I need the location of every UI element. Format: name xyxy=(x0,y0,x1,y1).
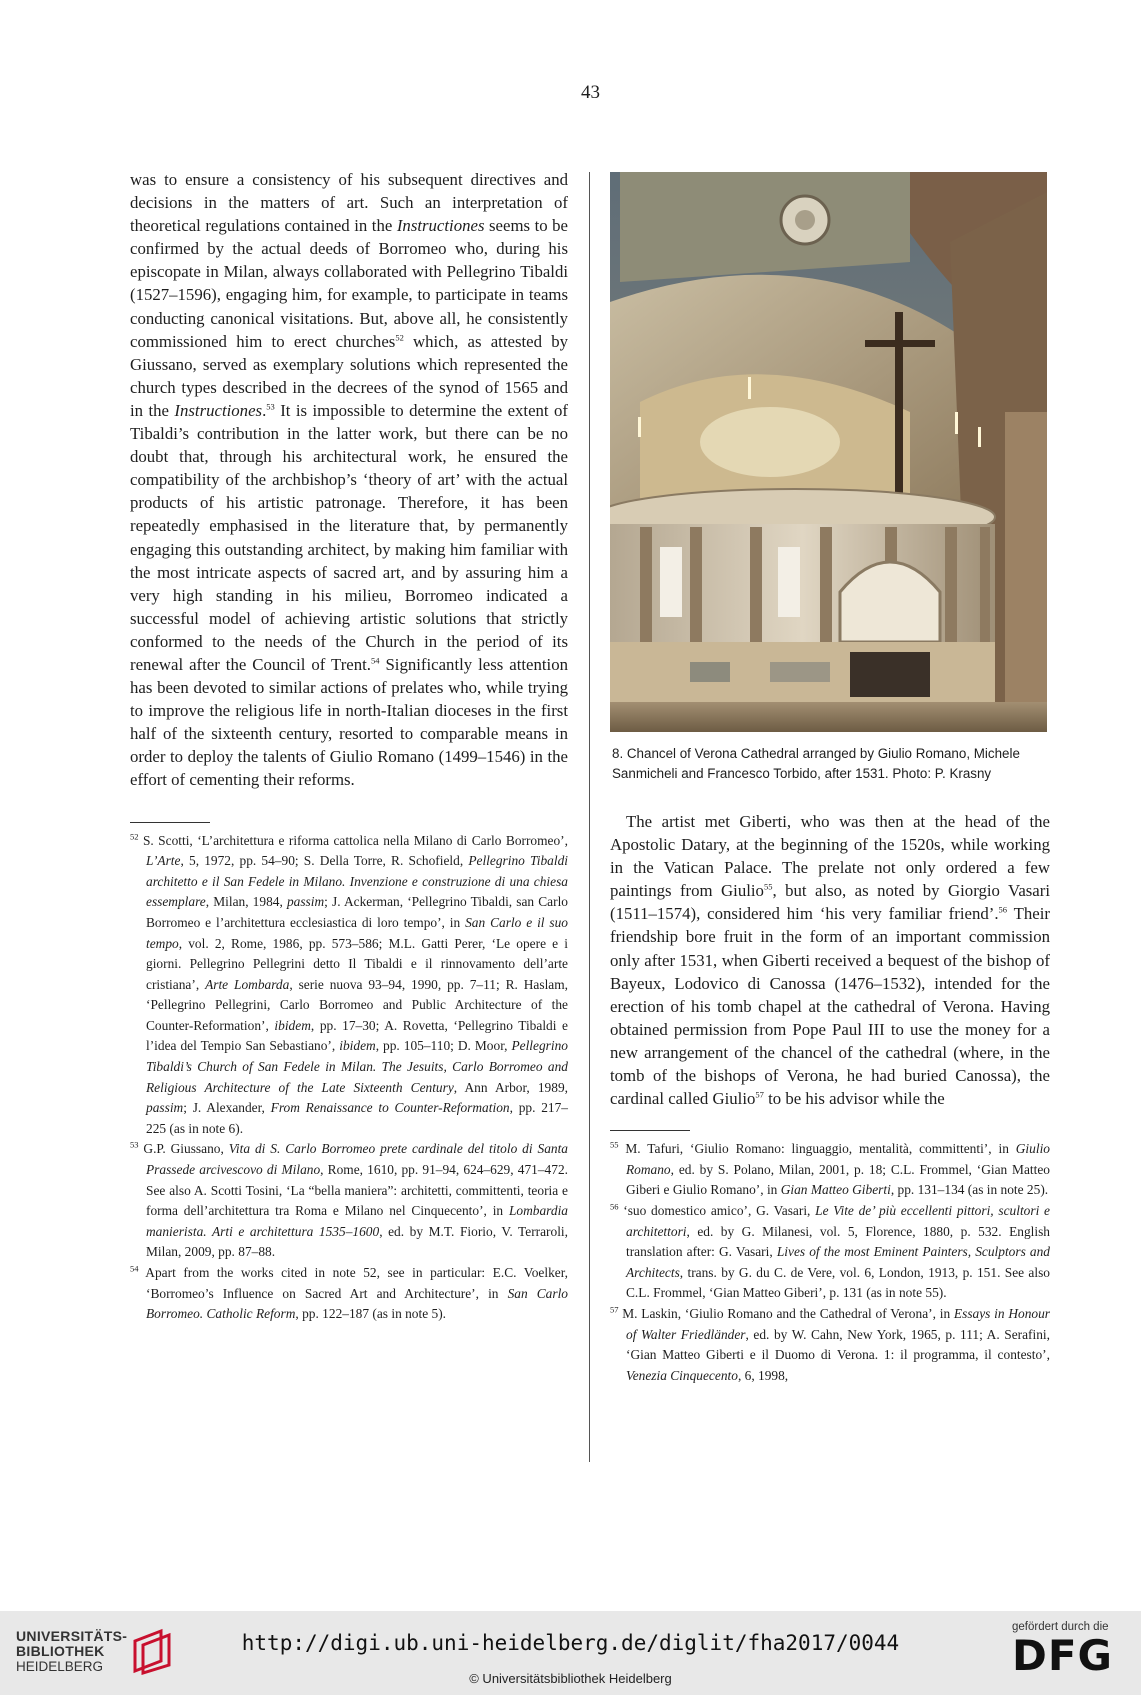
column-divider xyxy=(589,172,590,1462)
body-paragraph: was to ensure a consistency of his subsequent directives and decisions in the matters of art. Such an interpretation of theoretical regulations contained in the Instructiones seems to be confirmed by the actual deeds of Borromeo who, during his episcopate in Milan, always collaborated with Pellegrino Tibaldi (1527–1596), engaging him, for example, to participate in teams conducting canonical visitations. But, above all, he consistently commissioned him to erect churches$^{52}$ which, as attested by Giussano, served as exemplary solutions which represented the church types described in the decrees of the synod of 1565 and in the Instructiones.$^{53}$ It is impossible to determine the extent of Tibaldi’s contribution in the latter work, but there can be no doubt that, through his architectural work, he ensured the compatibility of the archbishop’s ‘theory of art’ with the actual products of his artistic patronage. Therefore, it has been repeatedly emphasised in the literature that, by permanently engaging this outstanding architect, by making him familiar with the most intricate aspects of sacred art, and by assuring him a very high standing in his milieu, Borromeo indicated a successful model of achieving artistic solutions that strictly conformed to the needs of the Church in the period of its renewal after the Council of Trent.$^{54}$ Significantly less attention has been devoted to similar actions of prelates who, while trying to improve the religious life in north-Italian dioceses in the first half of the sixteenth century, resorted to comparable means in order to deploy the talents of Giulio Romano (1499–1546) in the effort of cementing their reforms. xyxy=(130,170,568,790)
left-column xyxy=(130,168,568,1325)
dfg-logo[interactable]: gefördert durch die DFG xyxy=(1012,1621,1114,1680)
footnote-ref[interactable]: 57 xyxy=(755,1089,764,1100)
footnote-53: $^{53}$ G.P. Giussano, Vita di S. Carlo Borromeo prete cardinale del titolo di Santa Prassede arcivescovo di Milano, Rome, 1610, pp. 91–94, 624–629, 471–472. See also A. Scotti Tosini, ‘La “bella maniera”: architetti, committenti, teoria e forma dell’architettura tra Roma e Milano nel Cinquecento’, in Lombardia manierista. Arti e architettura 1535–1600, ed. by M.T. Fiorio, V. Terraroli, Milan, 2009, pp. 87–88. xyxy=(130,1139,569,1260)
right-column xyxy=(610,172,1050,1386)
floor xyxy=(610,702,1047,732)
digitization-footer xyxy=(0,1611,1141,1695)
footnote-ref[interactable]: 54 xyxy=(370,655,380,666)
crucifix-bar xyxy=(865,340,935,347)
footnote-ref[interactable]: 55 xyxy=(763,881,773,892)
figure-verona-chancel xyxy=(610,172,1047,732)
copyright-notice: © Universitätsbibliothek Heidelberg xyxy=(469,1671,672,1686)
footnote-56: $^{56}$ ‘suo domestico amico’, G. Vasari, Le Vite de’ più eccellenti pittori, scultori e architettori, ed. by G. Milanesi, vol. 5, Florence, 1880, p. 532. English translation after: G. Vasari, Lives of the most Eminent Painters, Sculptors and Architects, trans. by G. du C. de Vere, vol. 6, London, 1913, p. 151. See also C.L. Frommel, ‘Gian Matteo Giberi’, p. 131 (as in note 55). xyxy=(610,1201,1051,1301)
footnote-54: $^{54}$ Apart from the works cited in note 52, see in particular: E.C. Voelker, ‘Borromeo’s Influence on Sacred Art and Architecture’, in San Carlo Borromeo. Catholic Reform, pp. 122–187 (as in note 5). xyxy=(130,1263,569,1322)
page-number: 43 xyxy=(581,82,600,103)
library-logo[interactable]: UNIVERSITÄTS- BIBLIOTHEK HEIDELBERG xyxy=(16,1627,175,1675)
footnote-ref[interactable]: 56 xyxy=(998,904,1008,915)
footnote-55: $^{55}$ M. Tafuri, ‘Giulio Romano: linguaggio, mentalità, committenti’, in Giulio Romano, ed. by S. Polano, Milan, 2001, p. 18; C.L. Frommel, ‘Gian Matteo Giberi e Giulio Romano’, in Gian Matteo Giberti, pp. 131–134 (as in note 25). xyxy=(610,1139,1050,1198)
footnotes-right xyxy=(610,1139,1050,1386)
footnote-ref[interactable]: 52 xyxy=(395,332,404,343)
footnote-52: $^{52}$ S. Scotti, ‘L’architettura e riforma cattolica nella Milano di Carlo Borromeo’, L’Arte, 5, 1972, pp. 54–90; S. Della Torre, R. Schofield, Pellegrino Tibaldi architetto e il San Fedele in Milano. Invenzione e construzione di una chiesa essemplare, Milan, 1984, passim; J. Ackerman, ‘Pellegrino Tibaldi, san Carlo Borromeo e l’architettura ecclesiastica di loro tempo’, in San Carlo e il suo tempo, vol. 2, Rome, 1986, pp. 573–586; M.L. Gatti Perer, ‘Le opere e i giorni. Pellegrino Pellegrini detto Il Tibaldi e il rinnovamento dell’arte cristiana’, Arte Lombarda, serie nuova 93–94, 1990, pp. 7–11; R. Haslam, ‘Pellegrino Pellegrini, Carlo Borromeo and Public Architecture of the Counter-Reformation’, ibidem, pp. 17–30; A. Rovetta, ‘Pellegrino Tibaldi e l’idea del Tempio San Sebastiano’, ibidem, pp. 105–110; D. Moor, Pellegrino Tibaldi’s Church of San Fedele in Milan. The Jesuits, Carlo Borromeo and Religious Architecture of the Late Sixteenth Century, Ann Arbor, 1989, passim; J. Alexander, From Renaissance to Counter-Reformation, pp. 217–225 (as in note 6). xyxy=(130,831,569,1136)
chancel-photo xyxy=(610,172,1047,732)
source-url-link[interactable]: http://digi.ub.uni-heidelberg.de/diglit/fha2017/0044 xyxy=(241,1631,900,1655)
footnotes-left xyxy=(130,831,568,1325)
figure-caption: 8. Chancel of Verona Cathedral arranged by Giulio Romano, Michele Sanmicheli and Francesco Torbido, after 1531. Photo: P. Krasny xyxy=(612,746,1020,781)
footnote-ref[interactable]: 53 xyxy=(266,401,275,412)
body-paragraph-right: The artist met Giberti, who was then at the head of the Apostolic Datary, at the beginning of the 1520s, while working in the Vatican Palace. The prelate not only ordered a few paintings from Giulio$^{55}$, but also, as noted by Giorgio Vasari (1511–1574), considered him ‘his very familiar friend’.$^{56}$ Their friendship bore fruit in the form of an important commission only after 1531, when Giberti received a bequest of the bishop of Bayeux, Lodovico di Canossa (1476–1532), intended for the erection of his tomb chapel at the cathedral of Verona. Having obtained permission from Pope Paul III to use the money for a new arrangement of the chancel of the cathedral (where, in the tomb of the bishops of Verona, he had buried Canossa), the cardinal called Giulio$^{57}$ to be his advisor while the xyxy=(610,812,1051,1109)
footnote-57: $^{57}$ M. Laskin, ‘Giulio Romano and the Cathedral of Verona’, in Essays in Honour of Walter Friedländer, ed. by W. Cahn, New York, 1965, p. 111; A. Serafini, ‘Gian Matteo Giberti e il Duomo di Verona. 1: il programma, il contesto’, Venezia Cinquecento, 6, 1998, xyxy=(610,1304,1050,1383)
